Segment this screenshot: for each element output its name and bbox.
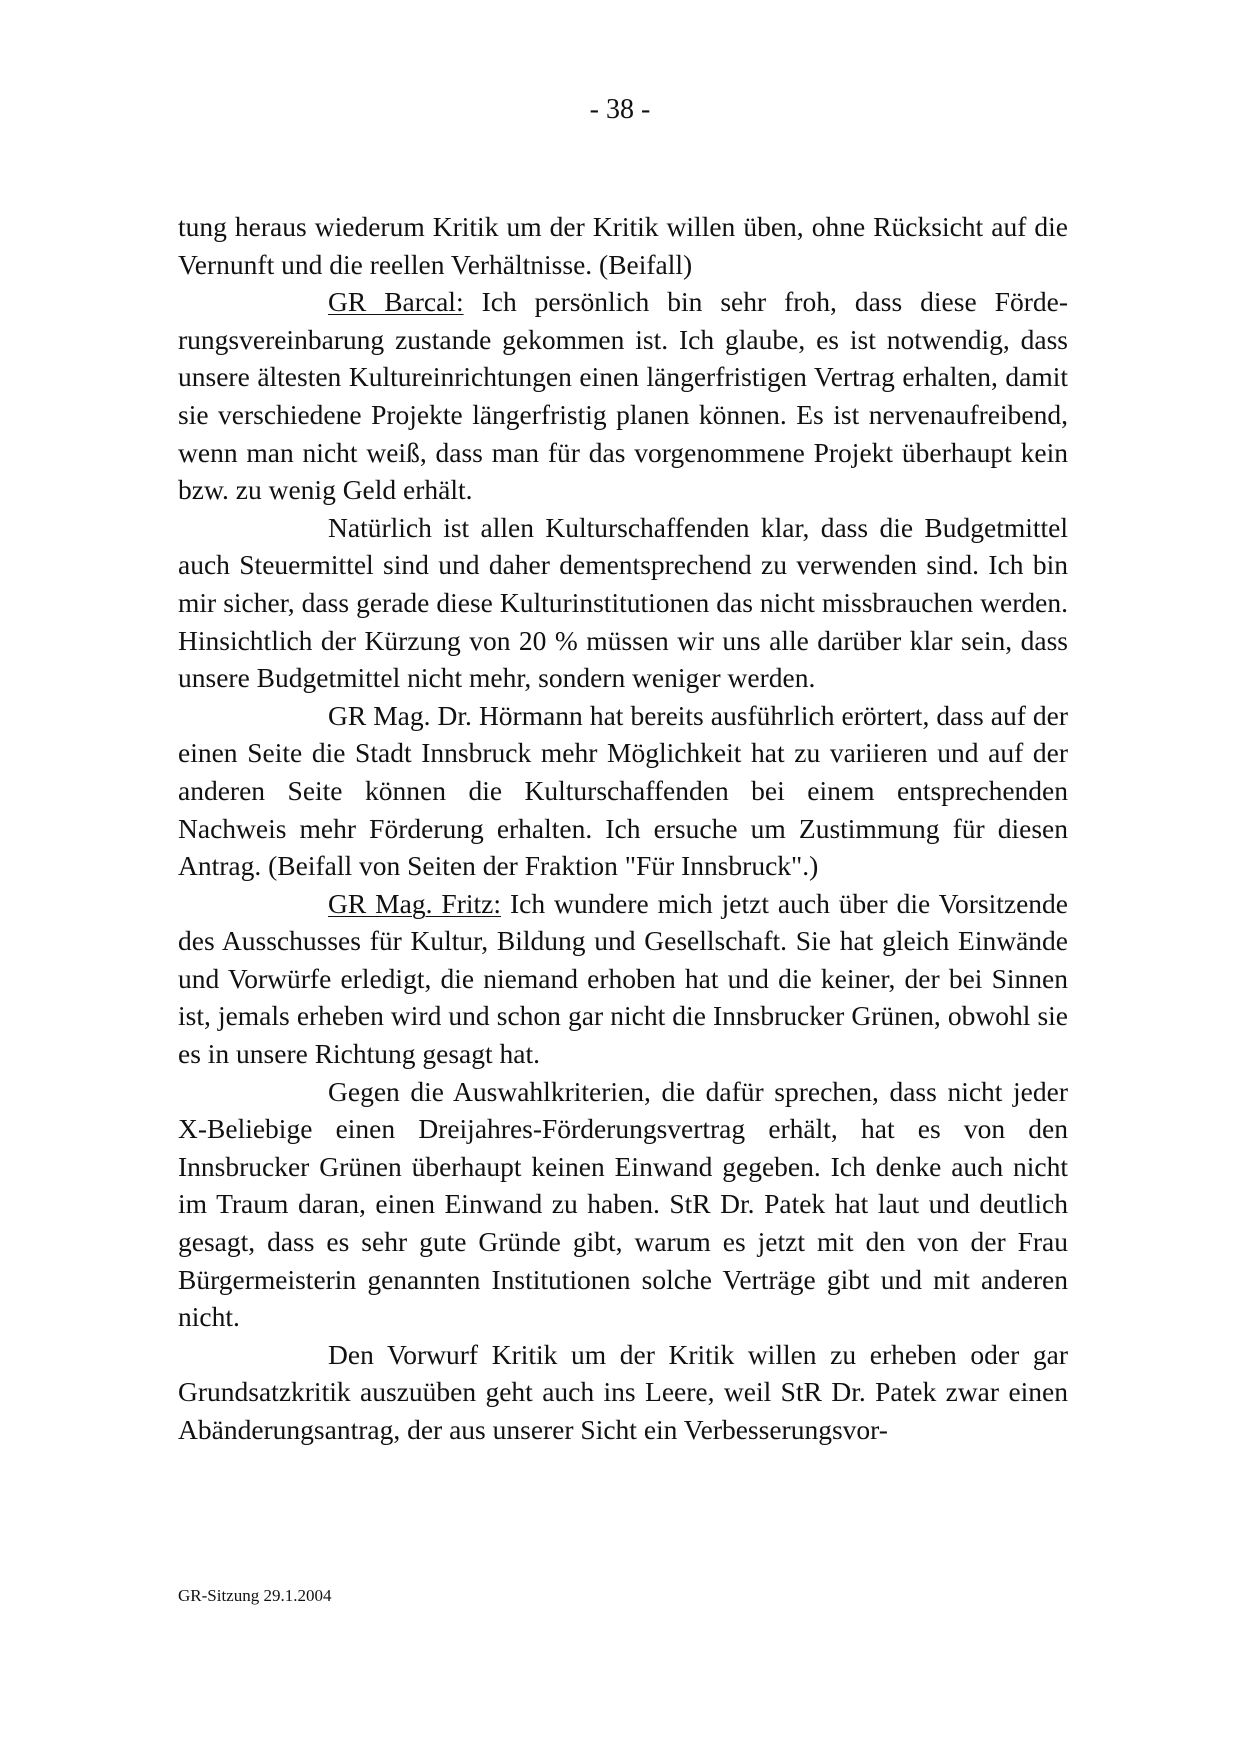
- page-number: - 38 -: [589, 94, 651, 125]
- paragraph-text: Gegen die Auswahlkriterien, die dafür sprechen, dass nicht jeder X-Beliebige einen Dreijahres-Förderungsvertrag erhält, hat es von den Innsbrucker Grünen überhaupt keinen Einwand gegeben. Ich denke auch nicht im Traum daran, einen Einwand zu haben. StR Dr. Patek hat laut und deutlich gesagt, dass es sehr gute Gründe gibt, warum es jetzt mit den von der Frau Bürgermeisterin genannten Institutionen solche Verträge gibt und mit anderen nicht.: [178, 1075, 1068, 1333]
- speaker-name: GR Mag. Fritz:: [328, 887, 501, 919]
- paragraph-text: GR Mag. Dr. Hörmann hat bereits ausführlich erörtert, dass auf der einen Seite die Stadt Innsbruck mehr Möglichkeit hat zu variieren und auf der anderen Seite können die Kulturschaffenden bei einem entsprechenden Nachweis mehr Förderung erhalten. Ich ersuche um Zustimmung für diesen Antrag. (Beifall von Seiten der Fraktion "Für Innsbruck".): [178, 699, 1068, 882]
- page-footer: GR-Sitzung 29.1.2004: [178, 1586, 332, 1605]
- paragraph-6: [178, 1073, 1068, 1336]
- paragraph-5-speech-fritz: [178, 885, 1068, 1073]
- paragraph-text: Den Vorwurf Kritik um der Kritik willen zu erheben oder gar Grundsatzkritik auszuüben geht auch ins Leere, weil StR Dr. Patek zwar einen Abänderungsantrag, der aus unserer Sicht ein Verbesserungsvor-: [178, 1338, 1068, 1445]
- body-text: [178, 208, 1068, 1449]
- paragraph-2-speech-barcal: [178, 283, 1068, 509]
- speaker-name: GR Barcal:: [328, 286, 464, 318]
- paragraph-text: Ich wundere mich jetzt auch über die Vorsitzende des Ausschusses für Kultur, Bildung und Gesellschaft. Sie hat gleich Einwände und Vorwürfe erledigt, die niemand erhoben hat und die keiner, der bei Sinnen ist, jemals erheben wird und schon gar nicht die Innsbrucker Grünen, obwohl sie es in unsere Richtung gesagt hat.: [178, 887, 1068, 1070]
- paragraph-7: [178, 1336, 1068, 1449]
- paragraph-text: Natürlich ist allen Kulturschaffenden klar, dass die Budgetmittel auch Steuermittel sind und daher dementsprechend zu verwenden sind. Ich bin mir sicher, dass gerade diese Kulturinstitutionen das nicht missbrauchen werden. Hinsichtlich der Kürzung von 20 % müssen wir uns alle darüber klar sein, dass unsere Budgetmittel nicht mehr, sondern weniger werden.: [178, 511, 1068, 694]
- paragraph-1: [178, 208, 1068, 283]
- paragraph-text: Ich persönlich bin sehr froh, dass diese Förderungsvereinbarung zustande gekommen ist. Ich glaube, es ist notwendig, dass unsere ältesten Kultureinrichtungen einen längerfristigen Vertrag erhalten, damit sie verschiedene Projekte längerfristig planen können. Es ist nervenaufreibend, wenn man nicht weiß, dass man für das vorgenommene Projekt überhaupt kein bzw. zu wenig Geld erhält.: [178, 286, 1068, 506]
- paragraph-4: [178, 697, 1068, 885]
- paragraph-text: tung heraus wiederum Kritik um der Kritik willen üben, ohne Rücksicht auf die Vernunft und die reellen Verhältnisse. (Beifall): [178, 211, 1068, 280]
- paragraph-3: [178, 509, 1068, 697]
